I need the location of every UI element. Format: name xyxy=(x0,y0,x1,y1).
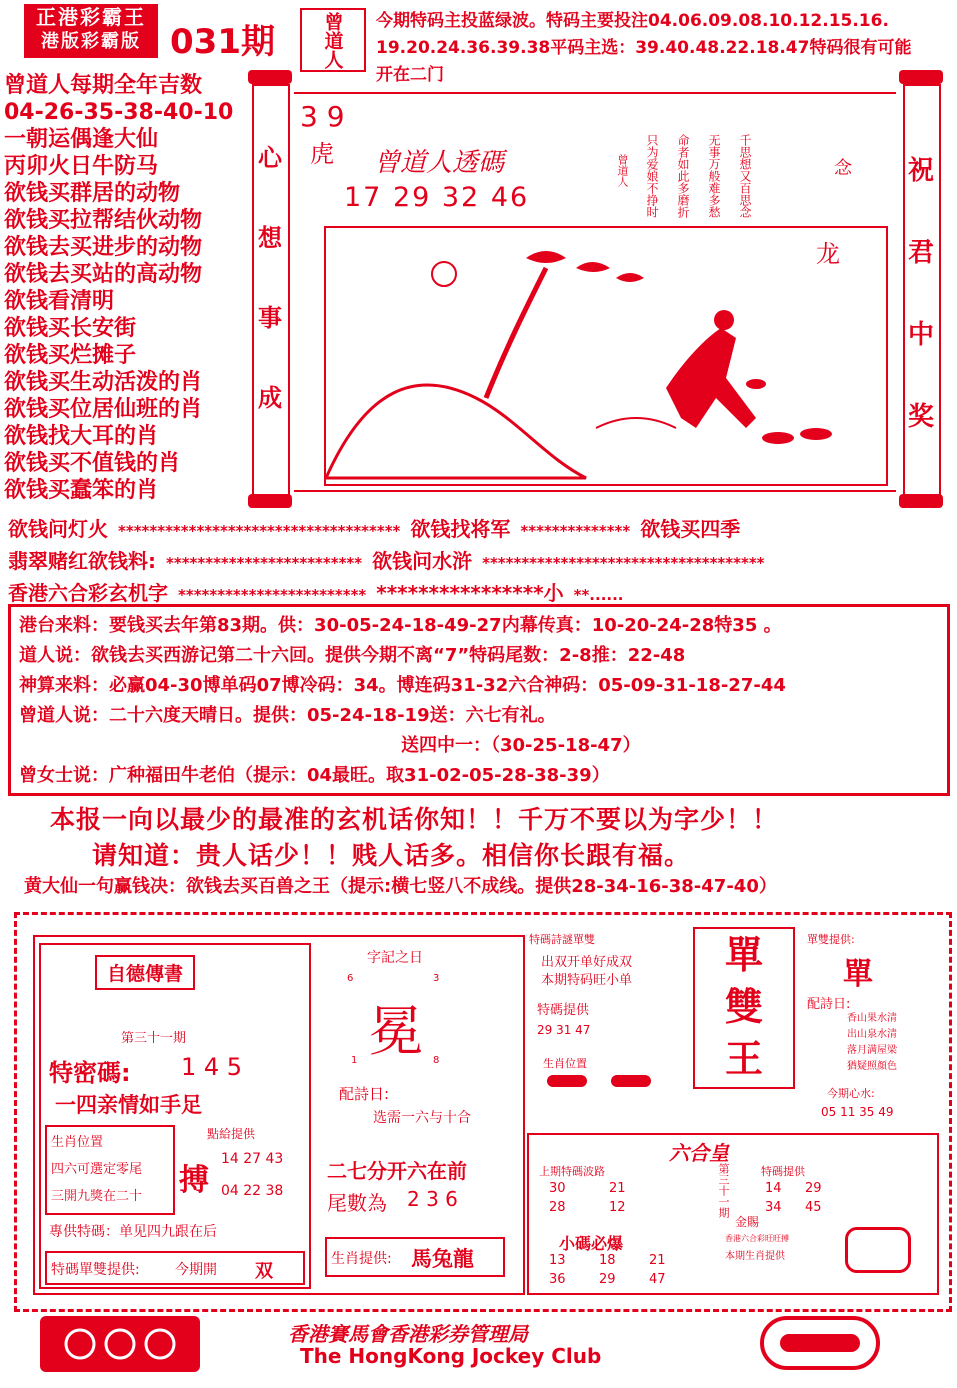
left-line: 欲钱买蠢笨的肖 xyxy=(4,478,159,503)
grid-num: 13 xyxy=(549,1253,566,1268)
grid-num: 29 xyxy=(805,1181,822,1196)
wide-stars2: ************** xyxy=(520,522,631,540)
riddle-n2: 3 xyxy=(433,973,440,984)
poem-1: 出双开单好成双 xyxy=(541,955,633,970)
wide-stars1: ************************* xyxy=(166,554,363,572)
wide-right: 欲钱买四季 xyxy=(640,517,741,541)
wide-left: 翡翠赌红欲钱料: xyxy=(8,549,156,573)
bo-nums-2: 04 22 38 xyxy=(221,1183,284,1199)
left-line: 欲钱买群居的动物 xyxy=(4,181,181,206)
poem-line: 无事万般难多愁 xyxy=(707,134,721,218)
bo-char: 搏 xyxy=(179,1163,209,1198)
poem-line: 千思想又百思念 xyxy=(738,134,752,218)
dsw-box xyxy=(693,927,795,1089)
logo-line-1: 正港彩霸王 xyxy=(36,5,146,29)
info-line-2: 道人说：欲钱去买西游记第二十六回。提供今期不离“7”特码尾数：2-8推：22-48 xyxy=(19,645,686,666)
weishu-label: 尾數為 xyxy=(327,1191,387,1215)
xiao-label: 小碼必爆 xyxy=(559,1234,624,1253)
scroll-right-roller xyxy=(899,70,943,510)
notice-line-1: 今期特码主投蓝绿波。特码主要投注04.06.09.08.10.12.15.16. xyxy=(376,11,889,31)
info-line-1: 港台来料：要钱买去年第83期。供：30-05-24-18-49-27内幕传真：10-20-24-28特35 。 xyxy=(19,615,782,636)
wide-stars2: ************************************ xyxy=(482,554,765,572)
animal-icon-horse xyxy=(611,1075,651,1087)
sx-line-2: 三開九獎在二十 xyxy=(51,1189,143,1204)
te-provide: 特碼提供 xyxy=(537,1003,590,1018)
slogan-line-2: 请知道：贵人话少！！贱人话多。相信你长跟有福。 xyxy=(92,841,691,870)
prev-label: 上期特碼波路 xyxy=(539,1165,605,1178)
zide-issue: 第三十一期 xyxy=(121,1031,187,1046)
te-nums: 1 4 5 xyxy=(181,1053,243,1081)
wide-stars1: ************************ xyxy=(178,586,367,604)
left-line: 曾道人每期全年吉数 xyxy=(4,73,203,98)
left-line: 欲钱买拉帮结伙动物 xyxy=(4,208,203,233)
wide-mid: 欲钱找将军 xyxy=(410,517,511,541)
riddle-box xyxy=(315,943,515,1285)
left-line: 欲钱买不值钱的肖 xyxy=(4,451,181,476)
notice-line-2: 19.20.24.36.39.38平码主选：39.40.48.22.18.47特码很有可能 xyxy=(376,38,912,58)
logo-line-2: 港版彩霸版 xyxy=(41,31,141,52)
poem-2: 本期特码旺小单 xyxy=(541,973,633,988)
dsw-3: 王 xyxy=(724,1037,763,1081)
poem-line: 命者如此多磨折 xyxy=(676,134,690,218)
grid-num: 34 xyxy=(765,1200,782,1215)
emblem-icon xyxy=(845,1227,911,1273)
bottom-ticket xyxy=(14,912,952,1312)
hk-char: 單 xyxy=(843,957,873,992)
grid-num: 30 xyxy=(549,1181,566,1196)
left-line: 丙卯火日牛防马 xyxy=(4,154,159,179)
info-line-4: 曾道人说：二十六度天晴日。提供：05-24-18-19送：六七有礼。 xyxy=(19,705,556,726)
slogan-line-1: 本报一向以最少的最准的玄机话你知！！千万不要以为字少！！ xyxy=(50,805,779,834)
scroll-title: 曾道人透碼 xyxy=(374,148,505,178)
riddle-n1: 6 xyxy=(347,973,354,984)
wide-left: 香港六合彩玄机字 xyxy=(8,581,168,605)
scroll-left-char: 成 xyxy=(258,384,282,412)
hk-label: 單雙提供: xyxy=(807,933,855,946)
left-line: 欲钱找大耳的肖 xyxy=(4,424,159,449)
scroll-left-char: 事 xyxy=(258,304,282,332)
golden: 金賜 xyxy=(735,1215,760,1229)
grid-num: 29 xyxy=(599,1272,616,1287)
grid-num: 47 xyxy=(649,1272,666,1287)
riddle-n3: 1 xyxy=(351,1055,358,1066)
grid-num: 18 xyxy=(599,1253,616,1268)
wide-stars2: **...... xyxy=(573,586,624,604)
left-line: 欲钱买生动活泼的肖 xyxy=(4,370,203,395)
footer-en: The HongKong Jockey Club xyxy=(300,1344,602,1368)
ticket-left xyxy=(33,935,525,1295)
zhuan-line: 專供特碼：单见四九跟在后 xyxy=(49,1224,217,1240)
wide-line xyxy=(4,546,944,578)
scroll-panel xyxy=(248,70,943,510)
peishi-r: 配詩日: xyxy=(807,997,851,1012)
nums-b xyxy=(765,1181,845,1215)
info-box xyxy=(8,604,950,796)
riddle-title: 字記之日 xyxy=(367,950,423,966)
peishi-line: 落月满屋梁 xyxy=(847,1045,897,1056)
lhh-box xyxy=(527,1133,939,1295)
dan-label: 特碼單雙提供: xyxy=(51,1262,140,1278)
dan-value-2: 双 xyxy=(255,1261,273,1282)
peishi-line: 猶疑照顏色 xyxy=(847,1061,897,1072)
wide-left: 欲钱问灯火 xyxy=(8,517,108,541)
dsw-1: 單 xyxy=(724,933,763,977)
peishi-label: 配詩日: xyxy=(339,1085,390,1103)
wide-stars1: ************************************ xyxy=(118,522,401,540)
bo-box xyxy=(177,1125,305,1211)
scroll-numbers: 17 29 32 46 xyxy=(344,182,530,213)
ticket-left-inner xyxy=(39,943,311,1289)
wide-mid: ****************小 xyxy=(376,581,564,605)
sx-provide-label: 生肖提供: xyxy=(331,1251,392,1267)
nums-c xyxy=(549,1253,699,1287)
scroll-left-char: 想 xyxy=(258,224,282,252)
ticket-right xyxy=(527,923,939,1297)
dsw-2: 雙 xyxy=(724,985,763,1029)
grid-num: 14 xyxy=(765,1181,782,1196)
grid-num: 36 xyxy=(549,1272,566,1287)
left-line: 欲钱买长安街 xyxy=(4,316,137,341)
left-column xyxy=(4,72,244,504)
bo-label: 點給提供 xyxy=(207,1127,256,1141)
sx-pos: 生肖位置 xyxy=(543,1057,587,1070)
left-line: 欲钱买位居仙班的肖 xyxy=(4,397,203,422)
te-2: 特碼提供 xyxy=(761,1165,805,1178)
lhh-title: 六合皇 xyxy=(669,1141,729,1165)
scroll-right-char: 奖 xyxy=(907,402,934,432)
grid-num: 28 xyxy=(549,1200,566,1215)
footer-logo xyxy=(40,1316,200,1372)
footer-cn: 香港賽馬會香港彩券管理局 xyxy=(288,1322,528,1346)
zide-title: 自德傳書 xyxy=(95,955,195,990)
sx-title: 生肖位置 xyxy=(51,1135,104,1150)
dan-box xyxy=(45,1251,305,1285)
peishi-text: 选需一六与十合 xyxy=(373,1110,471,1126)
info-line-5: 送四中一：（30-25-18-47） xyxy=(401,735,641,756)
scroll-left-char: 心 xyxy=(258,144,282,172)
poem-title: 特碼詩謎單雙 xyxy=(529,933,595,946)
left-line: 欲钱去买进步的动物 xyxy=(4,235,203,260)
riddle-char: 冕 xyxy=(369,1000,423,1063)
scroll-picture xyxy=(324,226,888,486)
sx-2: 本期生肖提供 xyxy=(725,1251,785,1262)
peishi-line: 香山果水清 xyxy=(847,1013,897,1024)
te-provide-nums: 29 31 47 xyxy=(537,1023,591,1037)
zodiac-dragon: 龙 xyxy=(816,240,840,268)
grid-num: 21 xyxy=(609,1181,626,1196)
left-line: 04-26-35-38-40-10 xyxy=(4,100,234,125)
left-line: 欲钱看清明 xyxy=(4,289,115,314)
footer-small: 香港六合彩旺旺搏 xyxy=(725,1234,789,1243)
scroll-right-char: 君 xyxy=(907,238,934,268)
wide-mid: 欲钱问水浒 xyxy=(372,549,473,573)
header-stamp-text: 曾道人 xyxy=(321,11,344,69)
footer-right-emblem xyxy=(760,1316,880,1370)
sx-provide-vals: 馬兔龍 xyxy=(411,1247,474,1271)
bo-nums-1: 14 27 43 xyxy=(221,1151,284,1167)
grid-num: 21 xyxy=(649,1253,666,1268)
te-label: 特密碼: xyxy=(49,1059,131,1087)
scroll-top-numbers: 3 9 xyxy=(300,100,345,133)
scroll-left-roller xyxy=(248,70,292,510)
sage-illustration xyxy=(326,228,882,480)
scroll-right-char: 祝 xyxy=(907,156,934,186)
poem-mark: 念 xyxy=(834,158,852,179)
huang-line: 黄大仙一句赢钱决：欲钱去买百兽之王（提示:横七竖八不成线。提供28-34-16-38-47-40） xyxy=(24,876,777,897)
notice-line-3: 开在二门 xyxy=(376,65,444,85)
peishi-line: 出山泉水清 xyxy=(847,1029,897,1040)
sx-provide-box xyxy=(325,1237,505,1277)
grid-num: 45 xyxy=(805,1200,822,1215)
ling-label: 今期心水: xyxy=(827,1087,875,1100)
zodiac-tiger: 虎 xyxy=(310,140,334,168)
grid-num: 12 xyxy=(609,1200,626,1215)
issue-2: 第三十一期 xyxy=(717,1163,730,1218)
dan-value: 今期開 xyxy=(175,1262,217,1278)
scroll-right-char: 中 xyxy=(907,320,934,350)
poem-signature: 曾道人 xyxy=(616,154,629,187)
animal-icon-monkey xyxy=(547,1075,587,1087)
erqi-line: 二七分开六在前 xyxy=(327,1159,467,1183)
riddle-n4: 8 xyxy=(433,1055,440,1066)
left-line: 欲钱去买站的高动物 xyxy=(4,262,203,287)
phrase: 一四亲情如手足 xyxy=(55,1093,202,1117)
info-line-3: 神算来料：必赢04-30博单码07博冷码：34。博连码31-32六合神码：05-09-31-18-27-44 xyxy=(19,675,786,696)
sx-box xyxy=(45,1125,175,1215)
nums-a xyxy=(549,1181,669,1215)
sx-line-1: 四六可選定零尾 xyxy=(51,1162,143,1177)
issue-number: 031期 xyxy=(170,22,275,62)
info-line-6: 曾女士说：广种福田牛老伯（提示：04最旺。取31-02-05-28-38-39） xyxy=(19,765,610,786)
poem-line: 只为爱娘不挣时 xyxy=(645,134,659,218)
wide-lines xyxy=(4,514,944,610)
footer-logo-emblem-icon xyxy=(40,1316,200,1372)
logo xyxy=(24,4,158,58)
scroll-body xyxy=(294,92,896,492)
peishi-lines xyxy=(847,1011,897,1075)
wide-line xyxy=(4,514,944,546)
ling-nums: 05 11 35 49 xyxy=(821,1105,894,1119)
left-line: 欲钱买烂摊子 xyxy=(4,343,137,368)
weishu-nums: 2 3 6 xyxy=(407,1187,458,1211)
header-stamp xyxy=(300,8,366,72)
left-line: 一朝运偶逢大仙 xyxy=(4,127,159,152)
